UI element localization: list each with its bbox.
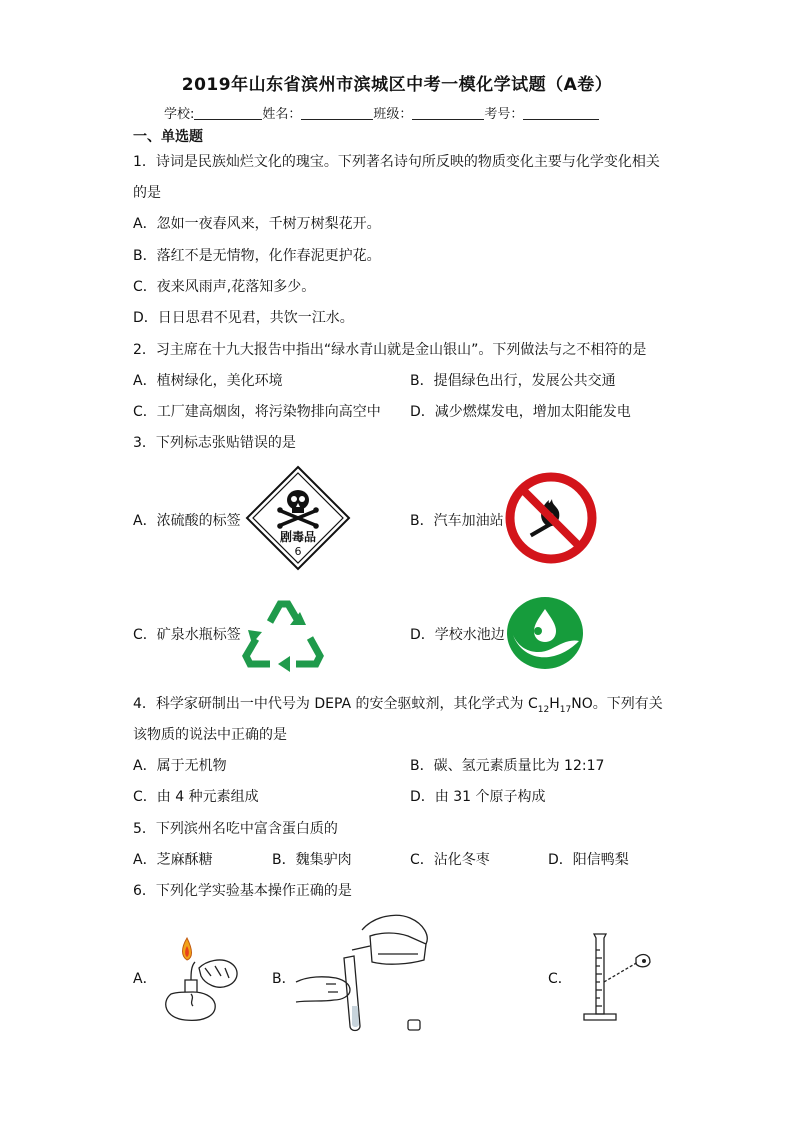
- q4-stem-part2: NO。下列有关: [571, 696, 663, 712]
- q4-option-d[interactable]: D．由 31 个原子构成: [410, 789, 546, 805]
- q3-option-b[interactable]: B．汽车加油站: [410, 513, 504, 529]
- q4-sub-carbon: 12: [537, 704, 550, 715]
- school-blank[interactable]: [194, 107, 262, 120]
- q1-option-b[interactable]: B．落红不是无情物，化作春泥更护花。: [133, 248, 381, 264]
- section-title: 一、单选题: [133, 129, 203, 145]
- q1-stem-line1: 1．诗词是民族灿烂文化的瑰宝。下列著名诗句所反映的物质变化主要与化学变化相关: [133, 154, 660, 170]
- q4-stem-line1: [133, 693, 663, 715]
- no-fire-sign-icon: [505, 472, 597, 564]
- q2-option-a[interactable]: A．植树绿化，美化环境: [133, 373, 283, 389]
- alcohol-lamp-icon: [155, 932, 245, 1024]
- q2-option-b[interactable]: B．提倡绿色出行，发展公共交通: [410, 373, 616, 389]
- exam-no-label: 考号：: [484, 107, 524, 122]
- toxic-sign-text: 剧毒品: [279, 530, 317, 544]
- toxic-sign-icon: [245, 465, 351, 571]
- school-label: 学校:: [164, 107, 195, 122]
- name-blank[interactable]: [301, 107, 373, 120]
- q3-stem: 3．下列标志张贴错误的是: [133, 435, 296, 451]
- q2-stem: 2．习主席在十九大报告中指出“绿水青山就是金山银山”。下列做法与之不相符的是: [133, 342, 647, 358]
- q6-stem: 6．下列化学实验基本操作正确的是: [133, 883, 352, 899]
- q4-option-a[interactable]: A．属于无机物: [133, 758, 227, 774]
- q5-option-a[interactable]: A．芝麻酥糖: [133, 852, 213, 868]
- q4-option-c[interactable]: C．由 4 种元素组成: [133, 789, 259, 805]
- q1-option-a[interactable]: A．忽如一夜春风来，千树万树梨花开。: [133, 216, 381, 232]
- toxic-sign-class: 6: [294, 545, 302, 558]
- q1-option-d[interactable]: D．日日思君不见君，共饮一江水。: [133, 310, 354, 326]
- name-label: 姓名：: [262, 107, 302, 122]
- q1-stem-line2: 的是: [133, 185, 161, 201]
- q2-option-c[interactable]: C．工厂建高烟囱，将污染物排向高空中: [133, 404, 381, 420]
- class-blank[interactable]: [412, 107, 484, 120]
- q3-option-d[interactable]: D．学校水池边: [410, 627, 505, 643]
- q2-option-d[interactable]: D．减少燃煤发电，增加太阳能发电: [410, 404, 631, 420]
- q5-option-c[interactable]: C．沾化冬枣: [410, 852, 490, 868]
- pouring-liquid-icon: [292, 910, 437, 1035]
- q6-option-a[interactable]: A．: [133, 971, 157, 987]
- q4-sub-hydrogen: 17: [559, 704, 572, 715]
- q4-stem-hydrogen: H: [549, 696, 560, 712]
- water-sign-icon: [505, 595, 585, 671]
- class-label: 班级：: [373, 107, 413, 122]
- q1-option-c[interactable]: C．夜来风雨声,花落知多少。: [133, 279, 316, 295]
- q6-option-c[interactable]: C．: [548, 971, 572, 987]
- exam-no-blank[interactable]: [523, 107, 599, 120]
- q4-option-b[interactable]: B．碳、氢元素质量比为 12:17: [410, 758, 605, 774]
- q3-option-a[interactable]: A．浓硫酸的标签: [133, 513, 241, 529]
- q5-stem: 5．下列滨州名吃中富含蛋白质的: [133, 821, 338, 837]
- student-info-row: [164, 103, 599, 122]
- q4-stem-part1: 4．科学家研制出一中代号为 DEPA 的安全驱蚊剂，其化学式为 C: [133, 696, 538, 712]
- page-title: 2019年山东省滨州市滨城区中考一模化学试题（A卷）: [181, 75, 613, 95]
- q5-option-d[interactable]: D．阳信鸭梨: [548, 852, 629, 868]
- recycle-sign-icon: [240, 592, 328, 672]
- q6-option-b[interactable]: B．: [272, 971, 296, 987]
- graduated-cylinder-icon: [578, 930, 658, 1022]
- q5-option-b[interactable]: B．魏集驴肉: [272, 852, 352, 868]
- q4-stem-line2: 该物质的说法中正确的是: [133, 727, 287, 743]
- q3-option-c[interactable]: C．矿泉水瓶标签: [133, 627, 241, 643]
